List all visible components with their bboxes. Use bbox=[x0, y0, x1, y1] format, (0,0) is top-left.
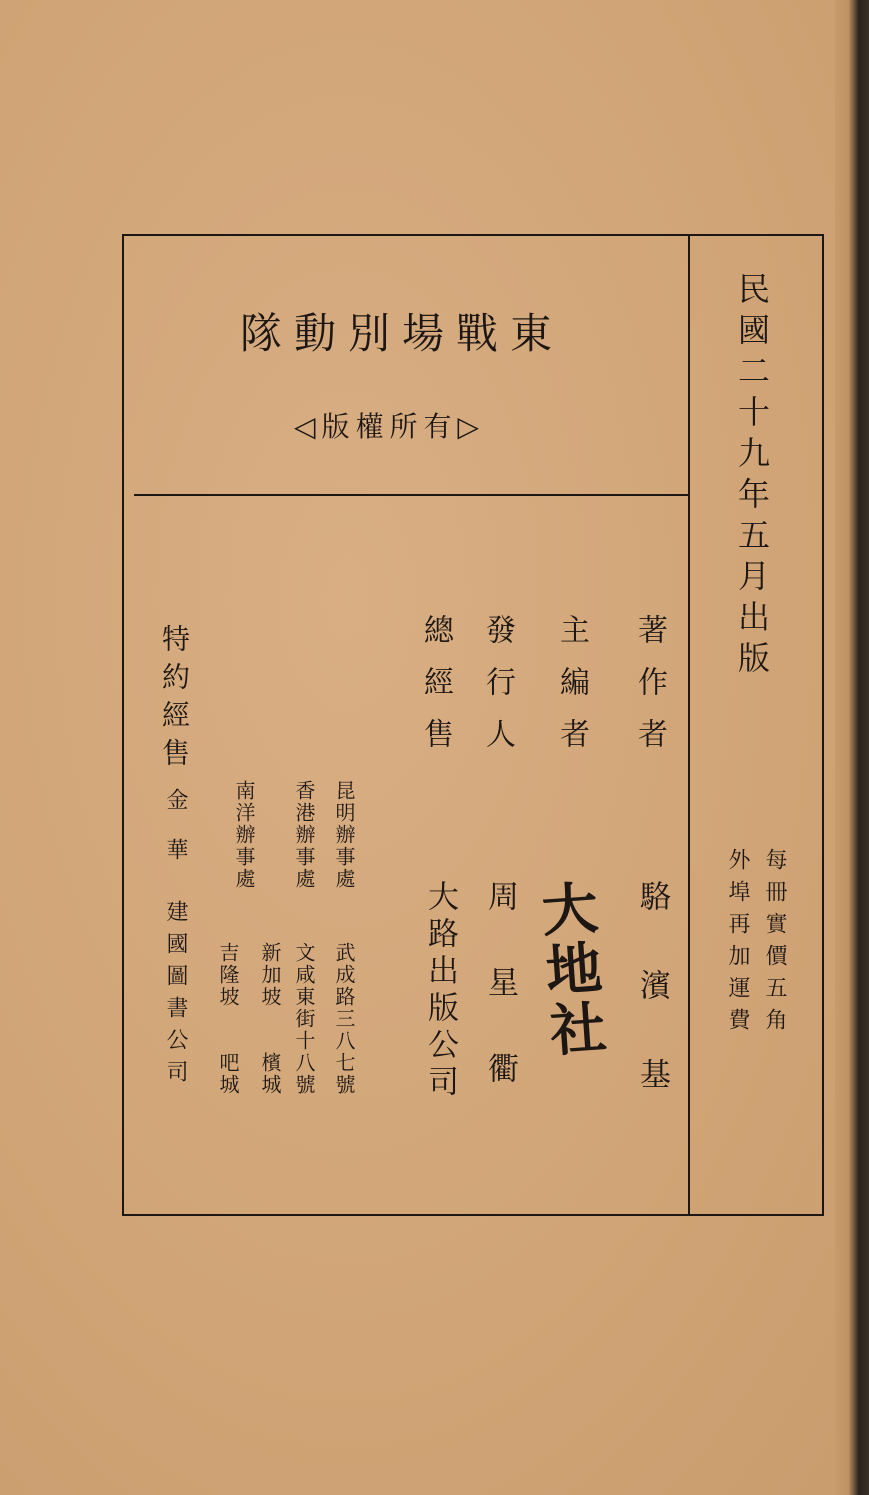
office-kunming-name: 昆明辦事處 bbox=[332, 780, 356, 890]
special-dealer-company: 建國圖書公司 bbox=[163, 900, 188, 1092]
credit-name-editor: 大地社 bbox=[530, 877, 610, 1063]
office-nanyang-penang: 檳城 bbox=[258, 1052, 282, 1096]
credit-role-publisher: 發行人 bbox=[480, 614, 515, 770]
office-kunming-address: 武成路三八七號 bbox=[332, 942, 356, 1096]
office-nanyang-kl: 吉隆坡 bbox=[216, 942, 240, 1008]
office-hongkong-name: 香港辦事處 bbox=[292, 780, 316, 890]
credit-name-author: 駱濱基 bbox=[634, 880, 670, 1147]
office-nanyang-batavia: 吧城 bbox=[216, 1052, 240, 1096]
special-dealer-city: 金華 bbox=[163, 788, 188, 888]
office-hongkong-address: 文咸東街十八號 bbox=[292, 942, 316, 1096]
credit-role-distributor: 總經售 bbox=[418, 614, 453, 770]
price-line-1: 每冊實價五角 bbox=[762, 848, 787, 1040]
office-nanyang-singapore: 新加坡 bbox=[258, 942, 282, 1008]
special-dealer-label: 特約經售 bbox=[158, 624, 191, 776]
book-spine-edge bbox=[835, 0, 869, 1495]
publication-date: 民國二十九年五月出版 bbox=[733, 272, 771, 682]
credit-name-distributor: 大路出版公司 bbox=[422, 880, 458, 1102]
office-nanyang-name: 南洋辦事處 bbox=[232, 780, 256, 890]
credit-role-author: 著作者 bbox=[632, 614, 667, 770]
credit-role-editor: 主編者 bbox=[554, 614, 589, 770]
credit-name-publisher: 周星衢 bbox=[482, 880, 518, 1138]
copyright-notice: ◁版權所有▷ bbox=[294, 410, 486, 443]
book-title: 東戰場別動隊 bbox=[240, 309, 565, 358]
frame-vertical-divider bbox=[688, 234, 690, 1216]
frame-horizontal-divider bbox=[134, 494, 690, 496]
price-line-2: 外埠再加運費 bbox=[725, 848, 750, 1040]
